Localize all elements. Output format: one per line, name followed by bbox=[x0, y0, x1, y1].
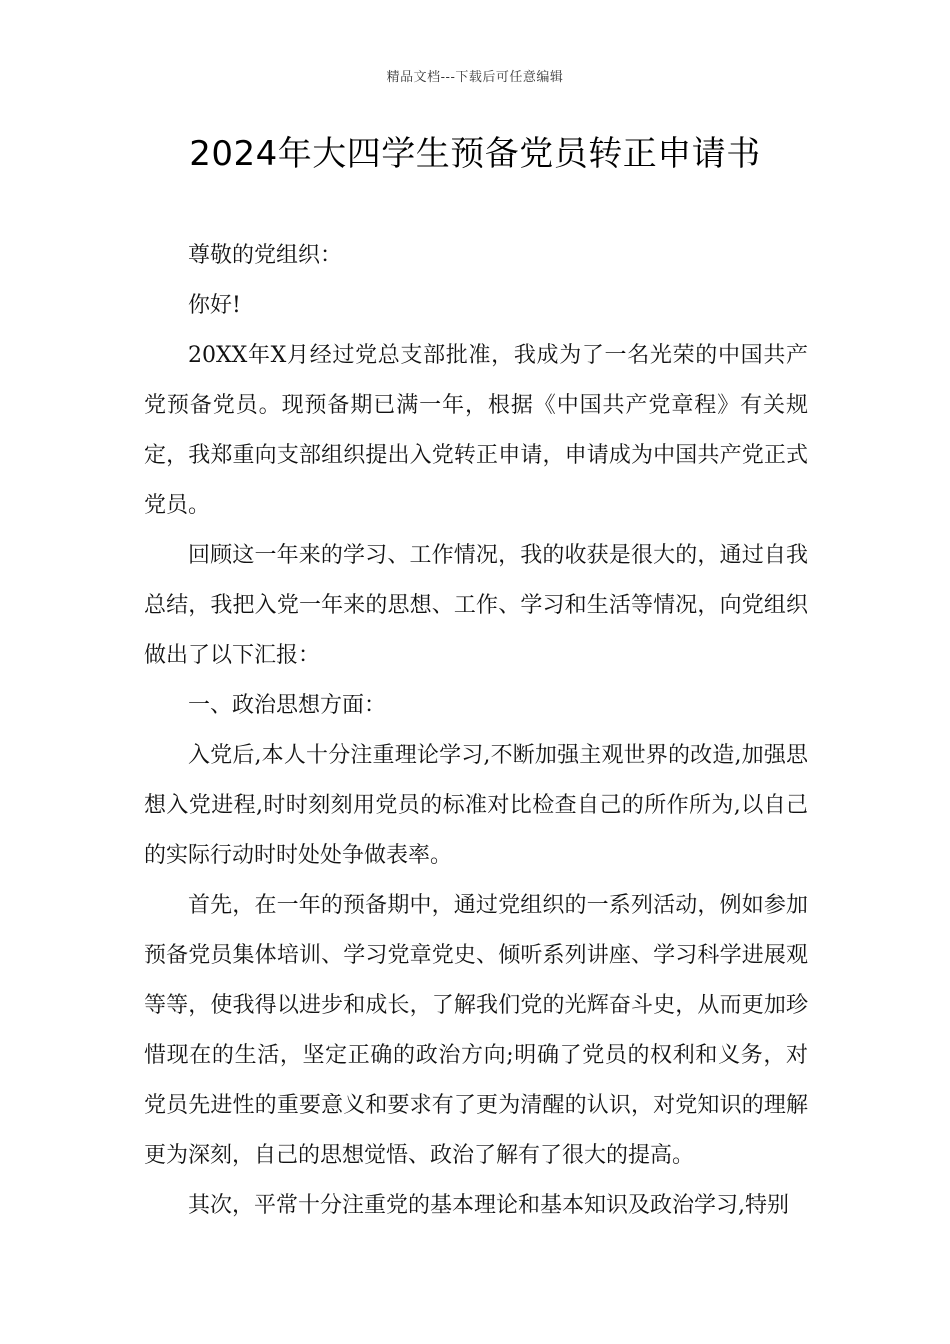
paragraph-intro: 20XX年X月经过党总支部批准，我成为了一名光荣的中国共产党预备党员。现预备期已满一年，根据《中国共产党章程》有关规定，我郑重向支部组织提出入党转正申请，申请成为中国共产党正式党员。 bbox=[144, 343, 808, 518]
greeting: 你好! bbox=[188, 293, 241, 318]
document-body bbox=[144, 231, 808, 1231]
salutation: 尊敬的党组织： bbox=[188, 243, 343, 268]
section-heading-politics: 一、政治思想方面： bbox=[188, 693, 387, 718]
header-note: 精品文档---下载后可任意编辑 bbox=[386, 70, 564, 85]
paragraph-second: 其次，平常十分注重党的基本理论和基本知识及政治学习,特别 bbox=[188, 1193, 789, 1218]
document-title: 2024年大四学生预备党员转正申请书 bbox=[189, 134, 761, 174]
paragraph-first: 首先，在一年的预备期中，通过党组织的一系列活动，例如参加预备党员集体培训、学习党章党史、倾听系列讲座、学习科学进展观等等，使我得以进步和成长，了解我们党的光辉奋斗史，从而更加珍惜现在的生活，坚定正确的政治方向;明确了党员的权利和义务，对党员先进性的重要意义和要求有了更为清醒的认识，对党知识的理解更为深刻，自己的思想觉悟、政治了解有了很大的提高。 bbox=[144, 893, 808, 1168]
paragraph-review: 回顾这一年来的学习、工作情况，我的收获是很大的，通过自我总结，我把入党一年来的思想、工作、学习和生活等情况，向党组织做出了以下汇报： bbox=[144, 543, 808, 668]
paragraph-theory: 入党后,本人十分注重理论学习,不断加强主观世界的改造,加强思想入党进程,时时刻刻用党员的标准对比检查自己的所作所为,以自己的实际行动时时处处争做表率。 bbox=[144, 743, 808, 868]
